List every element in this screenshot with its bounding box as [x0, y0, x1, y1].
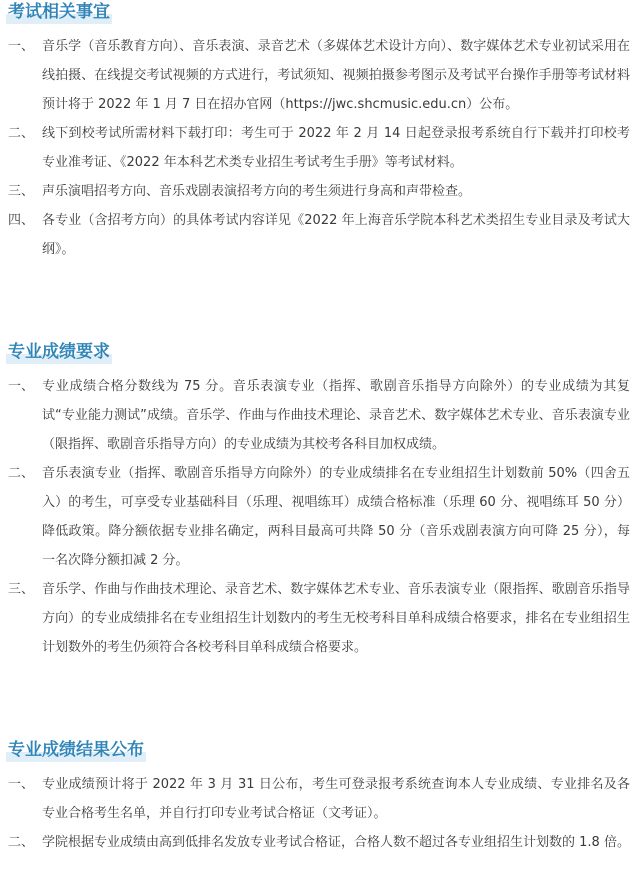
section-heading: 专业成绩结果公布	[8, 740, 144, 760]
item-list	[0, 372, 636, 662]
list-item	[0, 177, 636, 206]
list-item	[0, 828, 636, 857]
item-text: 专业成绩合格分数线为 75 分。音乐表演专业（指挥、歌剧音乐指导方向除外）的专业成绩为其复试“专业能力测试”成绩。音乐学、作曲与作曲技术理论、录音艺术、数字媒体艺术专业、音乐表演专业（限指挥、歌剧音乐指导方向）的专业成绩为其校考各科目加权成绩。	[42, 379, 630, 452]
item-marker: 三、	[8, 582, 35, 597]
list-item	[0, 32, 636, 119]
list-item	[0, 575, 636, 662]
item-text: 专业成绩预计将于 2022 年 3 月 31 日公布，考生可登录报考系统查询本人专业成绩、专业排名及各专业合格考生名单，并自行打印专业考试合格证（文考证）。	[42, 777, 630, 821]
item-marker: 一、	[8, 777, 35, 792]
item-marker: 四、	[8, 213, 35, 228]
section-heading: 专业成绩要求	[8, 342, 110, 362]
section-score-announcement	[0, 738, 636, 857]
item-marker: 二、	[8, 126, 35, 141]
item-list	[0, 770, 636, 857]
item-text: 学院根据专业成绩由高到低排名发放专业考试合格证，合格人数不超过各专业组招生计划数的 1.8 倍。	[42, 835, 630, 850]
item-text: 音乐学、作曲与作曲技术理论、录音艺术、数字媒体艺术专业、音乐表演专业（限指挥、歌剧音乐指导方向）的专业成绩排名在专业组招生计划数内的考生无校考科目单科成绩合格要求，排名在专业组招生计划数外的考生仍须符合各校考科目单科成绩合格要求。	[42, 582, 630, 655]
item-text: 声乐演唱招考方向、音乐戏剧表演招考方向的考生须进行身高和声带检查。	[42, 184, 472, 199]
item-marker: 二、	[8, 466, 35, 481]
list-item	[0, 119, 636, 177]
item-list	[0, 32, 636, 264]
item-text: 线下到校考试所需材料下载打印：考生可于 2022 年 2 月 14 日起登录报考系统自行下载并打印校考专业准考证、《2022 年本科艺术类专业招生考试考生手册》等考试材料。	[42, 126, 630, 170]
section-exam-matters	[0, 0, 636, 264]
item-text: 各专业（含招考方向）的具体考试内容详见《2022 年上海音乐学院本科艺术类招生专业目录及考试大纲》。	[42, 213, 630, 257]
item-marker: 一、	[8, 379, 35, 394]
list-item	[0, 372, 636, 459]
item-text: 音乐表演专业（指挥、歌剧音乐指导方向除外）的专业成绩排名在专业组招生计划数前 50%（四舍五入）的考生，可享受专业基础科目（乐理、视唱练耳）成绩合格标准（乐理 60 分、视唱练耳 50 分）降低政策。降分额依据专业排名确定，两科目最高可共降 50 分（音乐戏剧表演方向可降 25 分），每一名次降分额扣减 2 分。	[42, 466, 630, 568]
item-marker: 三、	[8, 184, 35, 199]
list-item	[0, 206, 636, 264]
item-marker: 一、	[8, 39, 35, 54]
list-item	[0, 459, 636, 575]
item-text: 音乐学（音乐教育方向）、音乐表演、录音艺术（多媒体艺术设计方向）、数字媒体艺术专业初试采用在线拍摄、在线提交考试视频的方式进行，考试须知、视频拍摄参考图示及考试平台操作手册等考试材料预计将于 2022 年 1 月 7 日在招办官网（https://jwc.shcmusic.edu.cn）公布。	[42, 39, 630, 112]
list-item	[0, 770, 636, 828]
section-heading: 考试相关事宜	[8, 2, 110, 22]
section-score-requirements	[0, 340, 636, 662]
item-marker: 二、	[8, 835, 35, 850]
